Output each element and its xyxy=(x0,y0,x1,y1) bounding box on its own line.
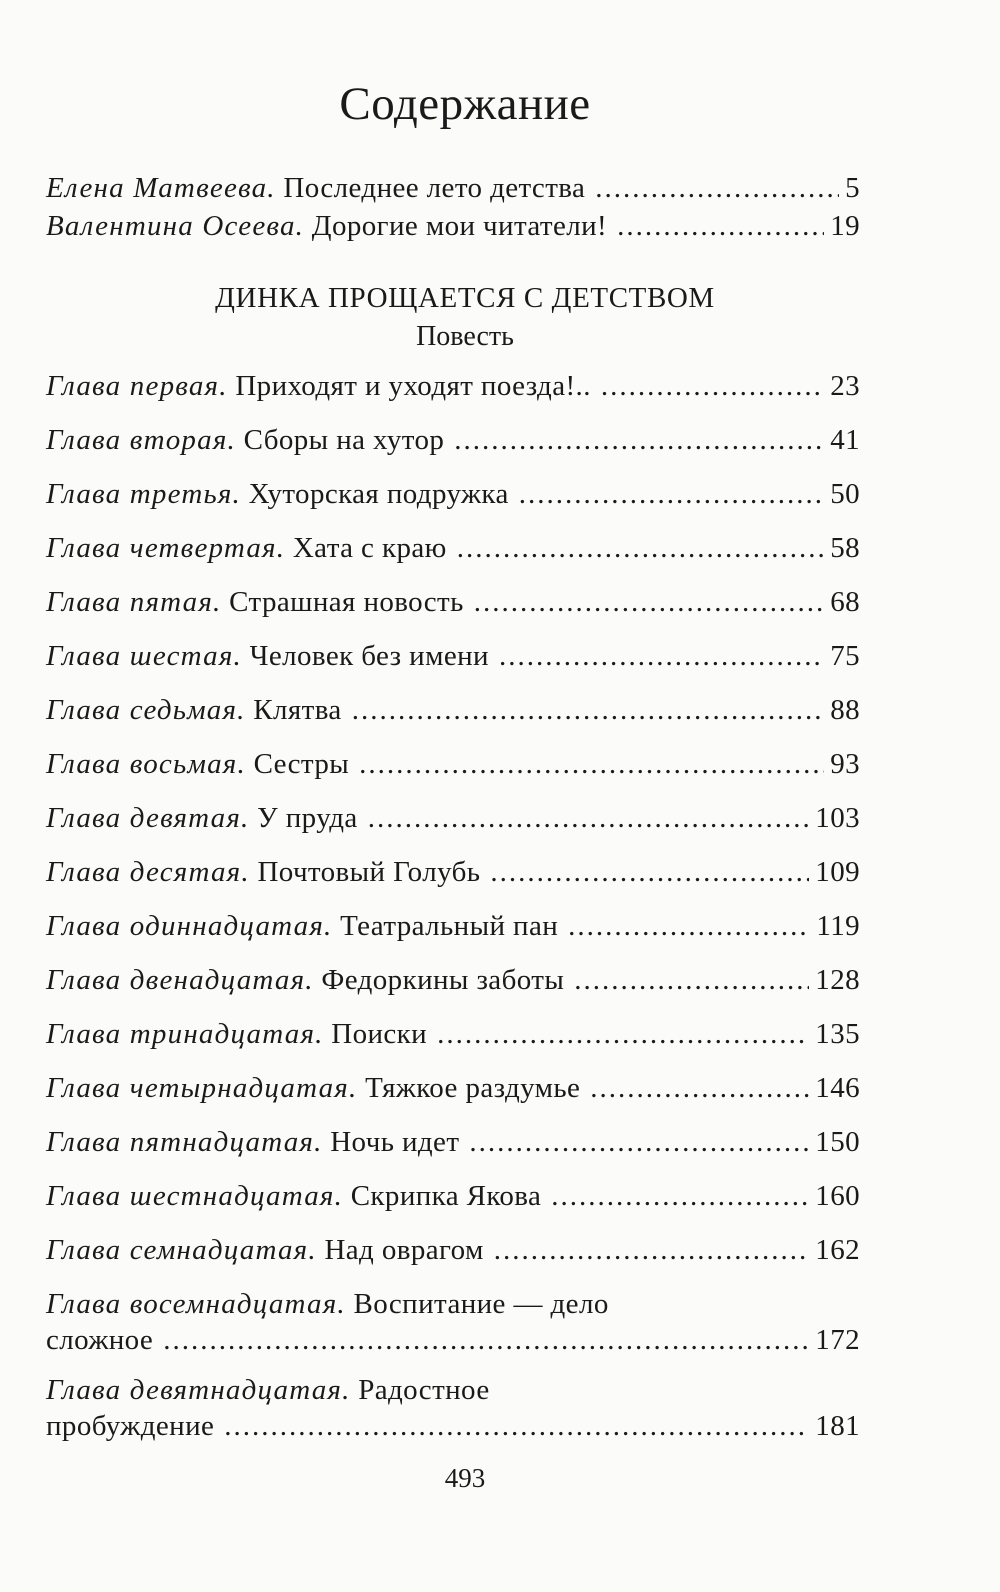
toc-entry xyxy=(46,208,860,244)
chapter-number: Глава шестнадцатая. xyxy=(46,1180,344,1212)
dot-leader xyxy=(163,1322,809,1358)
chapter-page: 109 xyxy=(815,856,860,888)
chapter-title: Клятва xyxy=(253,694,342,726)
chapter-title: Сестры xyxy=(253,748,350,780)
toc-chapter xyxy=(46,800,860,836)
toc-chapter xyxy=(46,692,860,728)
chapter-number: Глава вторая. xyxy=(46,424,236,456)
toc-chapter xyxy=(46,908,860,944)
chapter-title: Скрипка Якова xyxy=(350,1180,542,1212)
dot-leader xyxy=(574,962,809,998)
dot-leader xyxy=(499,638,824,674)
toc-entry-label xyxy=(46,208,607,244)
chapter-page: 146 xyxy=(815,1072,860,1104)
chapter-page: 23 xyxy=(830,370,860,402)
dot-leader xyxy=(617,208,824,244)
toc-entry-author: Валентина Осеева. xyxy=(46,210,305,242)
toc-chapter xyxy=(46,476,860,512)
toc-chapter xyxy=(46,1016,860,1052)
section-title: ДИНКА ПРОЩАЕТСЯ С ДЕТСТВОМ xyxy=(215,282,715,314)
chapter-number: Глава пятнадцатая. xyxy=(46,1126,323,1158)
chapter-title: Над оврагом xyxy=(324,1234,484,1266)
dot-leader xyxy=(601,368,824,404)
dot-leader xyxy=(474,584,824,620)
chapter-title: Почтовый Голубь xyxy=(257,856,481,888)
chapter-number: Глава тринадцатая. xyxy=(46,1018,324,1050)
chapter-page: 162 xyxy=(815,1234,860,1266)
chapter-number: Глава девятая. xyxy=(46,802,250,834)
chapter-number: Глава седьмая. xyxy=(46,694,246,726)
chapter-page: 41 xyxy=(830,424,860,456)
chapter-title: Федоркины заботы xyxy=(321,964,565,996)
toc-chapter xyxy=(46,368,860,404)
chapter-title: Поиски xyxy=(331,1018,428,1050)
toc-chapter-wrapped xyxy=(46,1372,860,1444)
chapter-number: Глава четырнадцатая. xyxy=(46,1072,358,1104)
chapter-title: Страшная новость xyxy=(229,586,464,618)
dot-leader xyxy=(568,908,810,944)
chapter-number: Глава одиннадцатая. xyxy=(46,910,333,942)
toc-chapter xyxy=(46,638,860,674)
chapter-number: Глава семнадцатая. xyxy=(46,1234,317,1266)
dot-leader xyxy=(469,1124,809,1160)
page-number: 493 xyxy=(444,1463,486,1493)
toc-chapter xyxy=(46,962,860,998)
toc-chapter xyxy=(46,854,860,890)
chapter-number: Глава шестая. xyxy=(46,640,242,672)
toc-chapter xyxy=(46,1178,860,1214)
toc-entry xyxy=(46,170,860,206)
chapter-number: Глава пятая. xyxy=(46,586,222,618)
page-title: Содержание xyxy=(339,78,591,130)
chapter-title: Человек без имени xyxy=(249,640,489,672)
toc-chapter xyxy=(46,1232,860,1268)
chapter-number: Глава восьмая. xyxy=(46,748,246,780)
dot-leader xyxy=(490,854,809,890)
toc-chapter xyxy=(46,584,860,620)
chapter-number: Глава двенадцатая. xyxy=(46,964,314,996)
toc-entry-label xyxy=(46,170,585,206)
chapter-title: Театральный пан xyxy=(340,910,559,942)
toc-chapter-wrapped xyxy=(46,1286,860,1358)
toc-chapter xyxy=(46,422,860,458)
chapter-number: Глава восемнадцатая. xyxy=(46,1288,346,1320)
chapter-number: Глава десятая. xyxy=(46,856,250,888)
chapter-page: 50 xyxy=(830,478,860,510)
chapter-page: 103 xyxy=(815,802,860,834)
chapter-page: 181 xyxy=(815,1410,860,1442)
dot-leader xyxy=(590,1070,809,1106)
dot-leader xyxy=(224,1408,809,1444)
toc-entry-text: Последнее лето детства xyxy=(283,172,586,204)
dot-leader xyxy=(457,530,824,566)
chapter-title-line1: Воспитание — дело xyxy=(353,1288,609,1320)
dot-leader xyxy=(352,692,824,728)
toc-entry-author: Елена Матвеева. xyxy=(46,172,276,204)
chapter-number: Глава четвертая. xyxy=(46,532,286,564)
chapter-number: Глава первая. xyxy=(46,370,228,402)
chapter-title: Сборы на хутор xyxy=(243,424,445,456)
toc-chapter xyxy=(46,1124,860,1160)
toc-entry-page: 19 xyxy=(830,210,860,242)
chapter-page: 88 xyxy=(830,694,860,726)
toc-chapter xyxy=(46,746,860,782)
chapter-page: 128 xyxy=(815,964,860,996)
toc-entry-page: 5 xyxy=(845,172,860,204)
chapter-page: 160 xyxy=(815,1180,860,1212)
dot-leader xyxy=(437,1016,809,1052)
chapter-page: 75 xyxy=(830,640,860,672)
chapter-title-line2: сложное xyxy=(46,1324,154,1356)
chapter-page: 58 xyxy=(830,532,860,564)
chapter-page: 150 xyxy=(815,1126,860,1158)
dot-leader xyxy=(368,800,810,836)
chapter-title: Приходят и уходят поезда!.. xyxy=(235,370,591,402)
dot-leader xyxy=(519,476,824,512)
dot-leader xyxy=(454,422,824,458)
chapter-page: 135 xyxy=(815,1018,860,1050)
chapter-title: Ночь идет xyxy=(330,1126,460,1158)
chapter-title: Хуторская подружка xyxy=(248,478,509,510)
chapter-title-line2: пробуждение xyxy=(46,1410,215,1442)
chapter-number: Глава девятнадцатая. xyxy=(46,1374,351,1406)
section-subtitle: Повесть xyxy=(416,321,514,352)
chapter-page: 172 xyxy=(815,1324,860,1356)
chapter-page: 93 xyxy=(830,748,860,780)
toc-chapter xyxy=(46,1070,860,1106)
chapter-title: Тяжкое раздумье xyxy=(365,1072,581,1104)
chapter-title-line1: Радостное xyxy=(358,1374,490,1406)
chapter-page: 119 xyxy=(816,910,860,942)
chapter-page: 68 xyxy=(830,586,860,618)
dot-leader xyxy=(551,1178,809,1214)
chapter-title: У пруда xyxy=(257,802,358,834)
toc-chapter xyxy=(46,530,860,566)
toc-entry-text: Дорогие мои читатели! xyxy=(311,210,608,242)
dot-leader xyxy=(359,746,824,782)
dot-leader xyxy=(494,1232,810,1268)
dot-leader xyxy=(595,170,839,206)
chapter-number: Глава третья. xyxy=(46,478,241,510)
chapter-title: Хата с краю xyxy=(292,532,447,564)
